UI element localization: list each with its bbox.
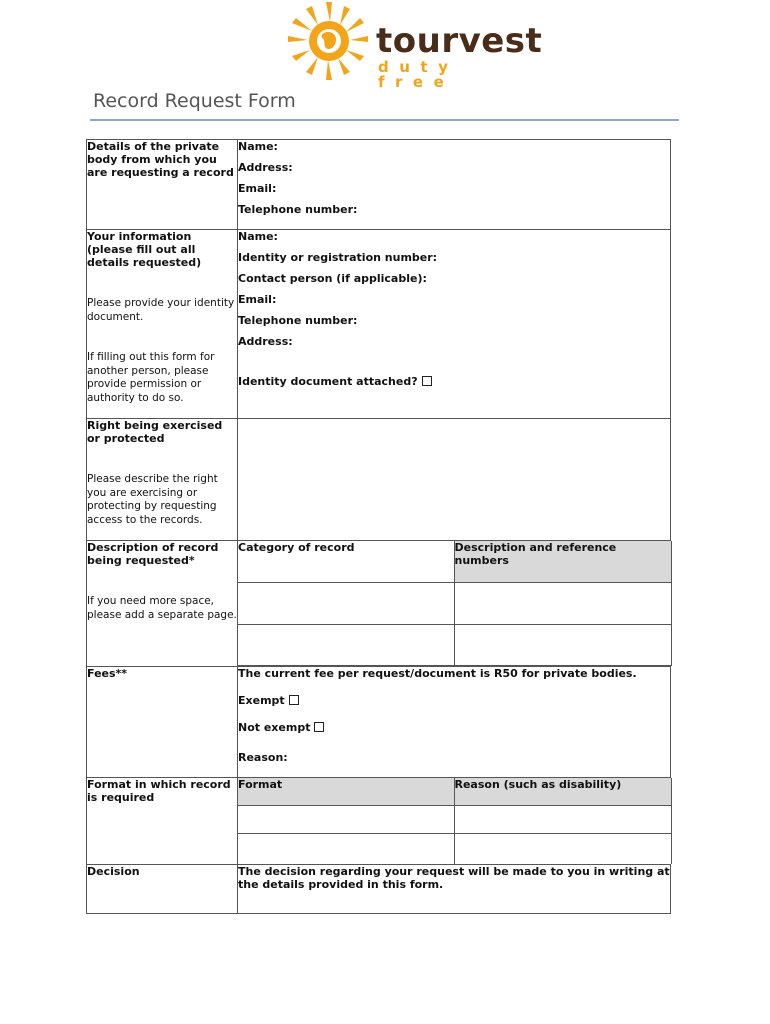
field-email[interactable]: Email: bbox=[238, 293, 277, 306]
description-note: If you need more space, please add a separate page. bbox=[87, 595, 237, 621]
title-divider bbox=[90, 119, 679, 121]
field-reason[interactable]: Reason: bbox=[238, 750, 288, 764]
category-cell[interactable] bbox=[238, 624, 454, 665]
category-header: Category of record bbox=[238, 541, 454, 582]
format-header: Format bbox=[238, 778, 454, 806]
field-telephone[interactable]: Telephone number: bbox=[238, 314, 358, 327]
row-description bbox=[87, 541, 671, 667]
format-label: Format in which record is required bbox=[87, 777, 231, 804]
reference-header: Description and reference numbers bbox=[454, 541, 671, 582]
right-label: Right being exercised or protected bbox=[87, 419, 223, 445]
page-title: Record Request Form bbox=[93, 90, 296, 112]
row-private-body bbox=[87, 140, 671, 230]
id-attached-checkbox[interactable] bbox=[238, 375, 670, 388]
row-fees bbox=[87, 666, 671, 777]
sun-logo-icon bbox=[280, 0, 380, 90]
your-info-fields[interactable] bbox=[238, 230, 671, 419]
format-subtable-cell bbox=[238, 777, 671, 864]
reason-cell[interactable] bbox=[454, 806, 671, 834]
checkbox-icon[interactable] bbox=[289, 695, 299, 705]
row-right-exercised bbox=[87, 419, 671, 541]
checkbox-icon[interactable] bbox=[422, 376, 432, 386]
format-subtable bbox=[238, 778, 672, 864]
permission-note: If filling out this form for another person, please provide permission or authority to do so. bbox=[87, 351, 215, 404]
checkbox-icon[interactable] bbox=[314, 722, 324, 732]
your-info-label: Your information (please fill out all details requested) bbox=[87, 230, 202, 269]
field-telephone[interactable]: Telephone number: bbox=[238, 203, 358, 216]
not-exempt-checkbox[interactable]: Not exempt bbox=[238, 721, 670, 734]
fees-label: Fees** bbox=[87, 666, 128, 680]
decision-content bbox=[238, 864, 671, 913]
decision-label: Decision bbox=[87, 864, 140, 878]
exempt-checkbox[interactable]: Exempt bbox=[238, 694, 670, 707]
private-body-fields[interactable] bbox=[238, 140, 671, 230]
label-cell bbox=[87, 140, 238, 230]
description-subtable-cell bbox=[238, 541, 671, 667]
field-contact-person[interactable]: Contact person (if applicable): bbox=[238, 272, 427, 285]
description-label: Description of record being requested* bbox=[87, 541, 219, 567]
right-input-area[interactable] bbox=[238, 419, 671, 541]
fees-content bbox=[238, 666, 671, 777]
label-cell bbox=[87, 666, 238, 777]
reference-cell[interactable] bbox=[454, 582, 671, 624]
row-decision bbox=[87, 864, 671, 913]
field-email[interactable]: Email: bbox=[238, 182, 277, 195]
field-name[interactable]: Name: bbox=[238, 230, 278, 243]
label-cell bbox=[87, 541, 238, 667]
reference-cell[interactable] bbox=[454, 624, 671, 665]
right-note: Please describe the right you are exercising or protecting by requesting access to the records. bbox=[87, 473, 218, 526]
id-note: Please provide your identity document. bbox=[87, 297, 235, 323]
reason-header: Reason (such as disability) bbox=[454, 778, 671, 806]
format-cell[interactable] bbox=[238, 834, 454, 864]
label-cell bbox=[87, 419, 238, 541]
category-cell[interactable] bbox=[238, 582, 454, 624]
field-name[interactable]: Name: bbox=[238, 140, 278, 153]
company-logo bbox=[280, 0, 542, 90]
brand-tagline: duty free bbox=[378, 58, 459, 91]
private-body-label: Details of the private body from which you are requesting a record bbox=[87, 140, 234, 179]
description-subtable bbox=[238, 541, 672, 666]
field-id-number[interactable]: Identity or registration number: bbox=[238, 251, 438, 264]
label-cell bbox=[87, 777, 238, 864]
row-your-information bbox=[87, 230, 671, 419]
reason-cell[interactable] bbox=[454, 834, 671, 864]
decision-text: The decision regarding your request will be made to you in writing at the details provided in this form. bbox=[238, 864, 670, 891]
row-format bbox=[87, 777, 671, 864]
fee-text: The current fee per request/document is R50 for private bodies. bbox=[238, 666, 637, 680]
field-address[interactable]: Address: bbox=[238, 335, 293, 348]
label-cell bbox=[87, 230, 238, 419]
field-address[interactable]: Address: bbox=[238, 161, 293, 174]
record-request-table bbox=[86, 139, 671, 914]
format-cell[interactable] bbox=[238, 806, 454, 834]
id-attached-label: Identity document attached? bbox=[238, 375, 418, 388]
brand-name: tourvest bbox=[376, 21, 543, 61]
label-cell bbox=[87, 864, 238, 913]
